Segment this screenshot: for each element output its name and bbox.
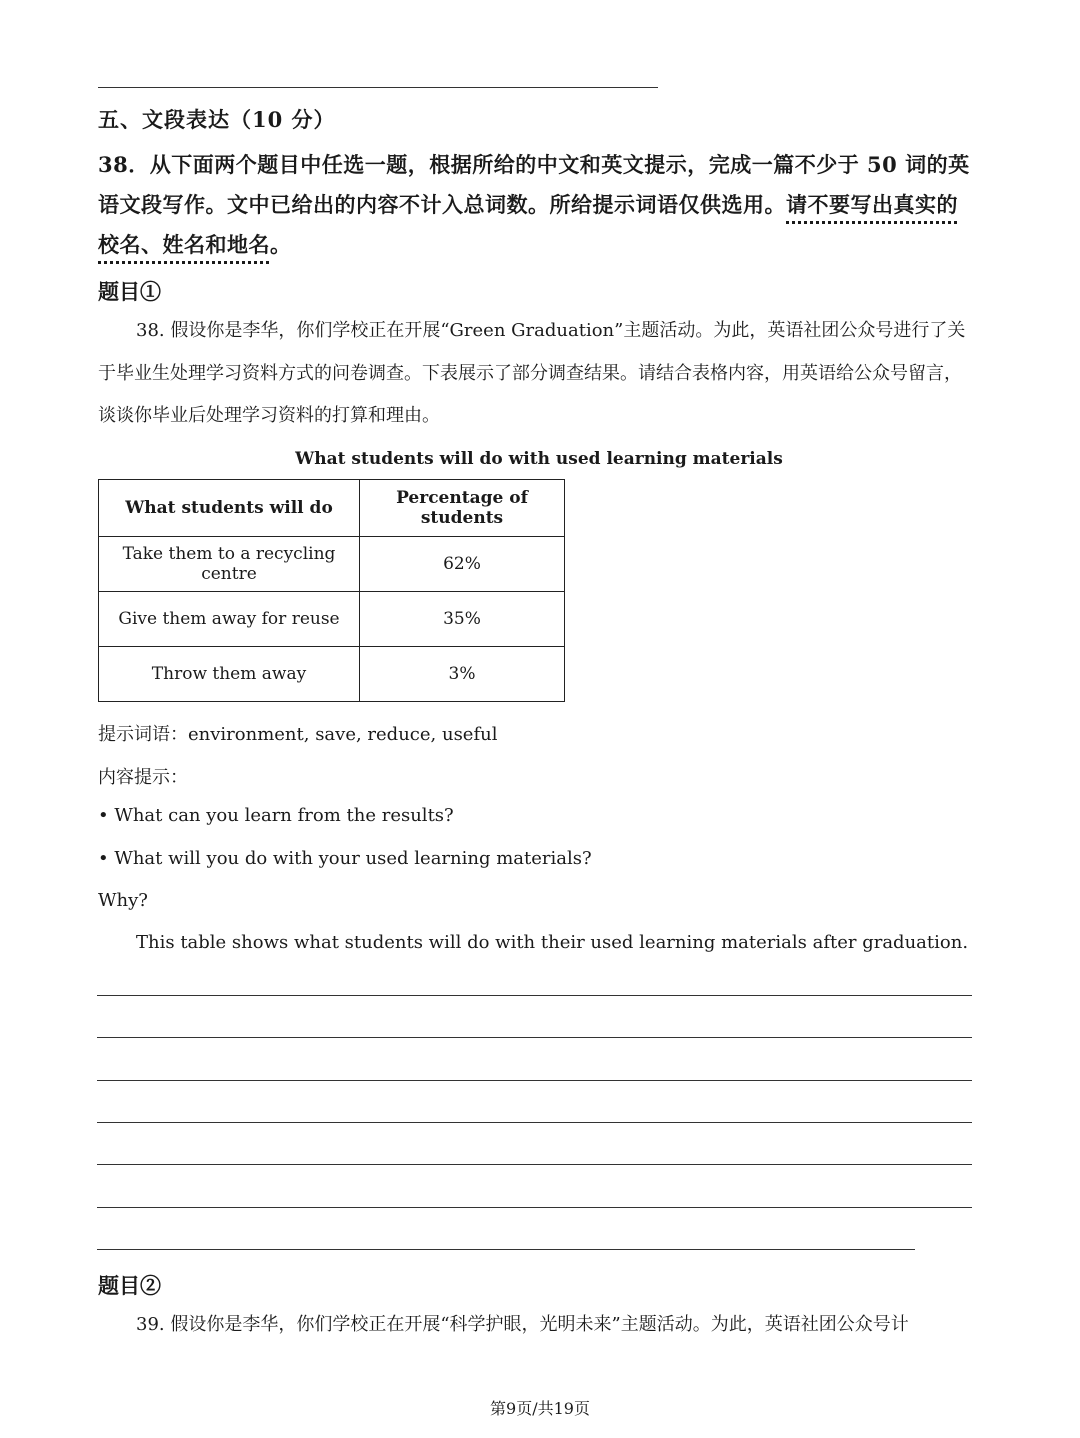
table-header-row [99,480,565,537]
instructions-end: 。 [270,232,292,257]
table-cell: 35% [360,592,565,647]
topic-1-heading: 题目① [98,279,161,304]
content-hint-bullet: • What can you learn from the results? [98,805,454,826]
answer-line [97,1164,972,1165]
answer-line [97,995,972,996]
table-cell: Take them to a recycling centre [99,537,360,592]
hint-words: 提示词语：environment, save, reduce, useful [98,724,498,745]
question-38-instructions [98,145,978,265]
answer-line [97,1207,972,1208]
answer-line [97,1249,915,1250]
instructions-emphasis: 请不要写出真实的校名、姓名和地名 [98,192,958,257]
table-row [99,647,565,702]
table-header-cell: Percentage of students [360,480,565,537]
content-hint-why: Why? [98,890,148,911]
answer-line [97,1122,972,1123]
instructions-text: 38．从下面两个题目中任选一题，根据所给的中文和英文提示，完成一篇不少于 50 词的英语文段写作。文中已给出的内容不计入总词数。所给提示词语仅供选用。 [98,152,970,217]
table-cell: 3% [360,647,565,702]
topic-1-prompt: 38. 假设你是李华，你们学校正在开展“Green Graduation”主题活动。为此，英语社团公众号进行了关于毕业生处理学习资料方式的问卷调查。下表展示了部分调查结果。请结合表格内容，用英语给公众号留言，谈谈你毕业后处理学习资料的打算和理由。 [98,320,966,426]
table-row [99,592,565,647]
survey-table [98,479,565,702]
opening-sentence: This table shows what students will do with their used learning materials after graduation. [136,932,969,953]
content-hint-bullet: • What will you do with your used learning materials? [98,848,592,869]
table-row [99,537,565,592]
table-cell: Give them away for reuse [99,592,360,647]
topic-2-prompt: 39. 假设你是李华，你们学校正在开展“科学护眼，光明未来”主题活动。为此，英语社团公众号计 [136,1314,909,1335]
table-cell: 62% [360,537,565,592]
table-cell: Throw them away [99,647,360,702]
top-rule [98,87,658,88]
answer-line [97,1037,972,1038]
table-header-cell: What students will do [99,480,360,537]
topic-2-heading: 题目② [98,1273,161,1298]
page-number: 第9页/共19页 [490,1399,590,1418]
answer-line [97,1080,972,1081]
table-title: What students will do with used learning materials [295,449,783,469]
section-title: 五、文段表达（10 分） [98,107,336,132]
content-hint-label: 内容提示： [98,767,188,788]
